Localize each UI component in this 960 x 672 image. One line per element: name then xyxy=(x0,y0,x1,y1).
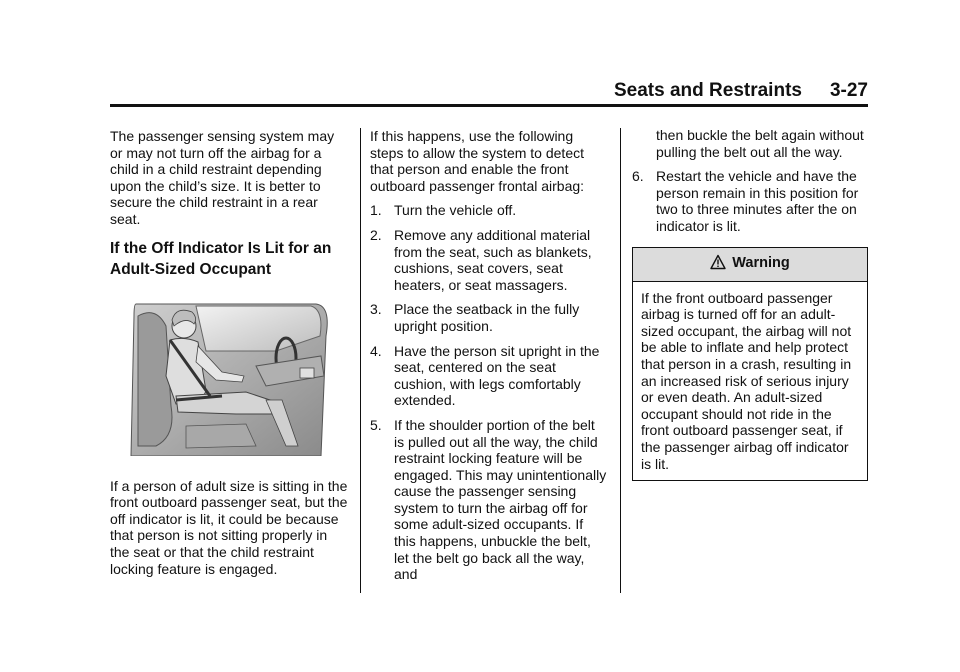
step-4: 4. Have the person sit upright in the seat, centered on the seat cushion, with legs comfortably extended. xyxy=(370,342,600,409)
page-number: 3-27 xyxy=(829,80,868,101)
column-divider-right xyxy=(620,128,621,593)
warning-title: Warning xyxy=(732,254,790,271)
header-rule xyxy=(110,104,868,107)
step-5: 5. If the shoulder portion of the belt is pulled out all the way, the child restraint locking feature will be engaged. This may unintentionally cause the passenger sensing system to turn the airbag off for some adult-sized occupants. If this happens, unbuckle the belt, let the belt go back all the way, and xyxy=(370,416,607,583)
column-2 xyxy=(370,128,608,583)
warning-text: If the front outboard passenger airbag is turned off for an adult-sized occupant, the airbag will not be able to inflate and help protect that person in a crash, resulting in an increased risk of serious injury or even death. An adult-sized occupant should not ride in the front outboard passenger seat, if the passenger airbag off indicator is lit. xyxy=(641,289,852,472)
step-6: 6. Restart the vehicle and have the person remain in this position for two to three minutes after the on indicator is lit. xyxy=(632,168,859,234)
page-header xyxy=(110,80,868,102)
step-2: 2. Remove any additional material from the seat, such as blankets, cushions, seat covers, seat heaters, or seat massagers. xyxy=(370,226,592,293)
column-1 xyxy=(110,128,350,577)
adult-occupant-paragraph: If a person of adult size is sitting in the front outboard passenger seat, but the off indicator is lit, it could be because that person is not sitting properly in the seat or that the child restraint locking feature is engaged. xyxy=(110,477,348,577)
warning-box xyxy=(632,247,868,482)
warning-triangle-icon xyxy=(710,254,726,275)
column-3 xyxy=(632,127,868,481)
section-heading: If the Off Indicator Is Lit for an Adult-Sized Occupant xyxy=(110,239,332,278)
step-3: 3. Place the seatback in the fully upright position. xyxy=(370,301,580,334)
step-5-continued: then buckle the belt again without pulling the belt out all the way. xyxy=(656,127,864,160)
steps-intro: If this happens, use the following steps to allow the system to detect that person and enable the front outboard passenger frontal airbag: xyxy=(370,128,585,194)
step-1: 1. Turn the vehicle off. xyxy=(370,202,517,219)
intro-paragraph: The passenger sensing system may or may not turn off the airbag for a child in a child restraint depending upon the child’s size. It is better to secure the child restraint in a rear seat. xyxy=(110,128,335,227)
warning-header xyxy=(633,248,867,282)
seated-adult-passenger-illustration xyxy=(126,296,336,456)
column-divider-left xyxy=(360,128,361,593)
section-title: Seats and Restraints xyxy=(614,80,802,101)
